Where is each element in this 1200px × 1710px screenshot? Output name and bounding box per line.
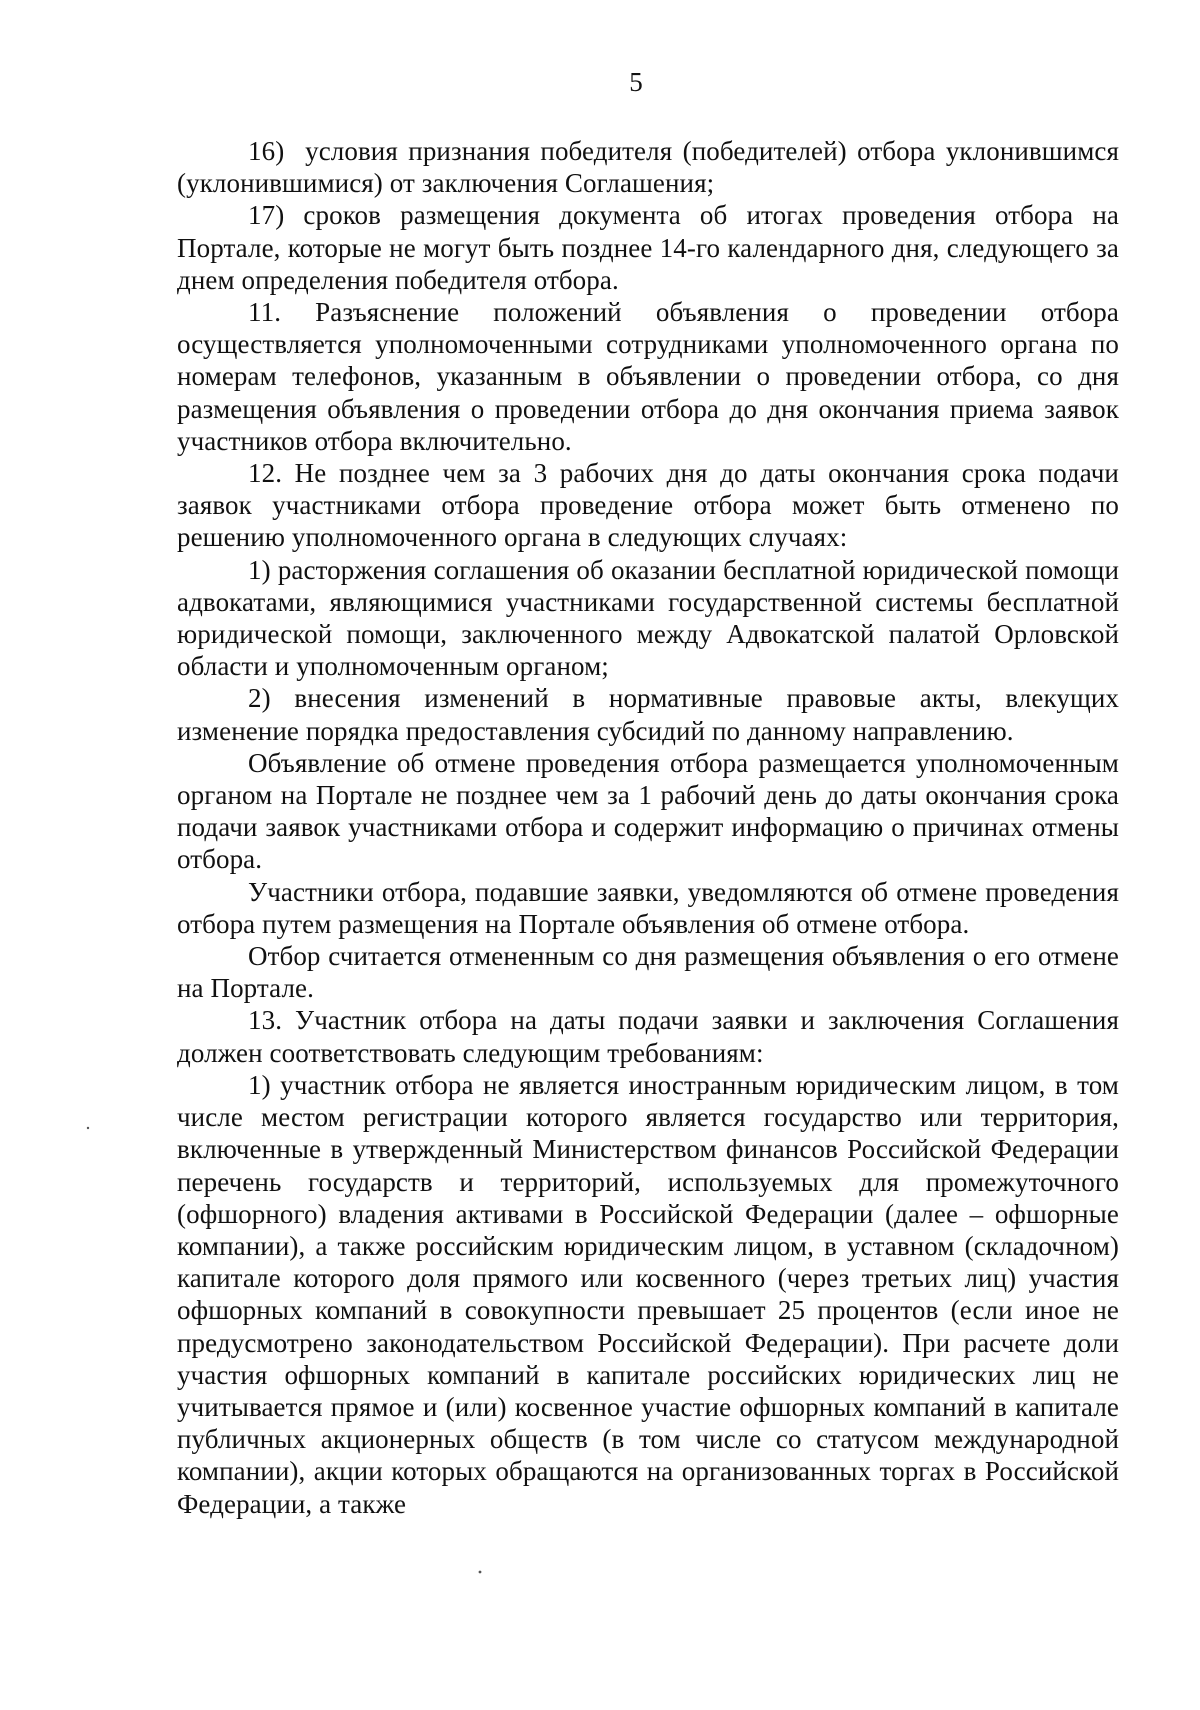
paragraph-clause-12-case-1: 1) расторжения соглашения об оказании бесплатной юридической помощи адвокатами, являющимися участниками государственной системы бесплатной юридической помощи, заключенного между Адвокатской палатой Орловской области и уполномоченным органом; [177, 554, 1119, 682]
paragraph-clause-11: 11. Разъяснение положений объявления о проведении отбора осуществляется уполномоченными сотрудниками уполномоченного органа по номерам телефонов, указанным в объявлении о проведении отбора, со дня размещения объявления о проведении отбора до дня окончания приема заявок участников отбора включительно. [177, 297, 1119, 456]
paragraph-participants-notified: Участники отбора, подавшие заявки, уведомляются об отмене проведения отбора путем размещения на Портале объявления об отмене отбора. [177, 876, 1119, 939]
paragraph-clause-13-requirement-1: 1) участник отбора не является иностранным юридическим лицом, в том числе местом регистрации которого является государство или территория, включенные в утвержденный Министерством финансов Российской Федерации перечень государств и территорий, используемых для промежуточного (офшорного) владения активами в Российской Федерации (далее – офшорные компании), а также российским юридическим лицом, в уставном (складочном) капитале которого доля прямого или косвенного (через третьих лиц) участия офшорных компаний в совокупности превышает 25 процентов (если иное не предусмотрено законодательством Российской Федерации). При расчете доли участия офшорных компаний в капитале российских юридических лиц не учитывается прямое и (или) косвенное участие офшорных компаний в капитале публичных акционерных обществ (в том числе со статусом международной компании), акции которых обращаются на организованных торгах в Российской Федерации, а также [177, 1069, 1119, 1519]
paragraph-clause-12-case-2: 2) внесения изменений в нормативные правовые акты, влекущих изменение порядка предоставления субсидий по данному направлению. [177, 683, 1119, 746]
paragraph-cancellation-notice: Объявление об отмене проведения отбора размещается уполномоченным органом на Портале не позднее чем за 1 рабочий день до даты окончания срока подачи заявок участниками отбора и содержит информацию о причинах отмены отбора. [177, 747, 1119, 875]
paragraph-selection-cancelled: Отбор считается отмененным со дня размещения объявления о его отмене на Портале. [177, 941, 1119, 1004]
paragraph-item-16: 16) условия признания победителя (победителей) отбора уклонившимся (уклонившимися) от заключения Соглашения; [177, 136, 1119, 199]
paragraph-clause-13: 13. Участник отбора на даты подачи заявки и заключения Соглашения должен соответствовать следующим требованиям: [177, 1005, 1119, 1068]
document-body [177, 135, 1119, 1520]
paragraph-item-17: 17) сроков размещения документа об итогах проведения отбора на Портале, которые не могут быть позднее 14-го календарного дня, следующего за днем определения победителя отбора. [177, 200, 1119, 295]
scan-speck [479, 1571, 482, 1574]
scan-speck [87, 1127, 89, 1129]
paragraph-clause-12: 12. Не позднее чем за 3 рабочих дня до даты окончания срока подачи заявок участниками отбора проведение отбора может быть отменено по решению уполномоченного органа в следующих случаях: [177, 458, 1119, 553]
page-number: 5 [629, 67, 643, 97]
